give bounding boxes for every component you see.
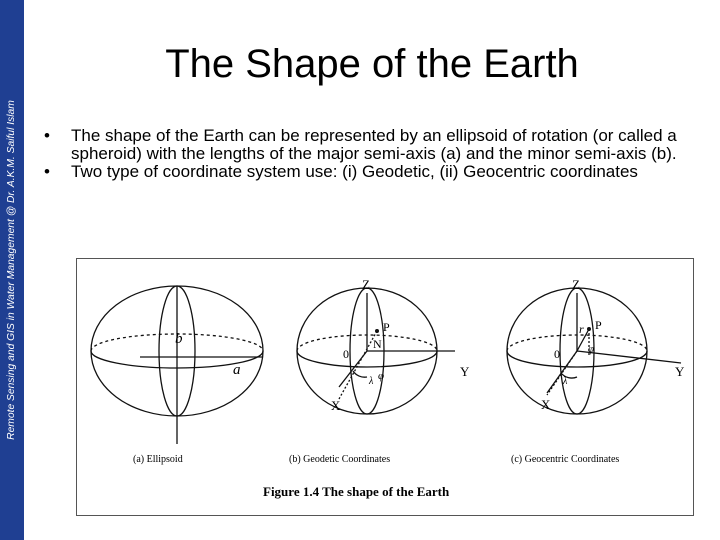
latitude-symbol: φ bbox=[378, 370, 385, 382]
x-axis-label: X bbox=[331, 398, 341, 413]
slide-title: The Shape of the Earth bbox=[165, 42, 579, 86]
geodetic-diagram bbox=[297, 288, 455, 414]
figure-caption: Figure 1.4 The shape of the Earth bbox=[263, 484, 450, 499]
z-axis-label: Z bbox=[572, 277, 580, 292]
geocentric-point-marker bbox=[587, 327, 591, 331]
bullet-text: The shape of the Earth can be represented by an ellipsoid of rotation (or called a spheroid) with the lengths of the major semi-axis (a) and the minor semi-axis (b). bbox=[71, 126, 677, 163]
panel-a-caption: (a) Ellipsoid bbox=[133, 454, 183, 465]
origin-label: 0 bbox=[554, 347, 560, 361]
longitude-symbol: λ bbox=[563, 376, 568, 387]
x-axis-label: X bbox=[541, 397, 551, 412]
bullet-dot: • bbox=[44, 162, 50, 181]
semi-major-label: a bbox=[233, 362, 241, 378]
point-label: P bbox=[595, 318, 602, 332]
figure-svg bbox=[77, 259, 693, 515]
bullet-text: Two type of coordinate system use: (i) Geodetic, (ii) Geocentric coordinates bbox=[71, 162, 638, 181]
z-axis-label: Z bbox=[362, 277, 370, 292]
panel-b-caption: (b) Geodetic Coordinates bbox=[289, 454, 391, 465]
earth-shape-figure bbox=[76, 258, 694, 516]
bullet-item bbox=[44, 163, 684, 181]
y-axis-label: Y bbox=[675, 364, 685, 379]
semi-minor-label: b bbox=[175, 331, 183, 347]
bullet-dot: • bbox=[44, 126, 50, 145]
bullet-list bbox=[44, 127, 684, 181]
geodetic-point-marker bbox=[375, 329, 379, 333]
longitude-symbol: λ bbox=[369, 376, 374, 387]
y-axis-label: Y bbox=[460, 364, 470, 379]
side-credit: Remote Sensing and GIS in Water Management @ Dr. A.K.M. Saiful Islam bbox=[6, 100, 17, 440]
latitude-symbol: φ bbox=[588, 343, 595, 355]
point-label: P bbox=[383, 320, 390, 334]
side-bar bbox=[0, 0, 24, 540]
origin-label: 0 bbox=[343, 347, 349, 361]
panel-c-caption: (c) Geocentric Coordinates bbox=[511, 454, 620, 465]
normal-label: N bbox=[373, 337, 382, 351]
bullet-item bbox=[44, 127, 684, 163]
radius-label: r bbox=[579, 322, 584, 336]
